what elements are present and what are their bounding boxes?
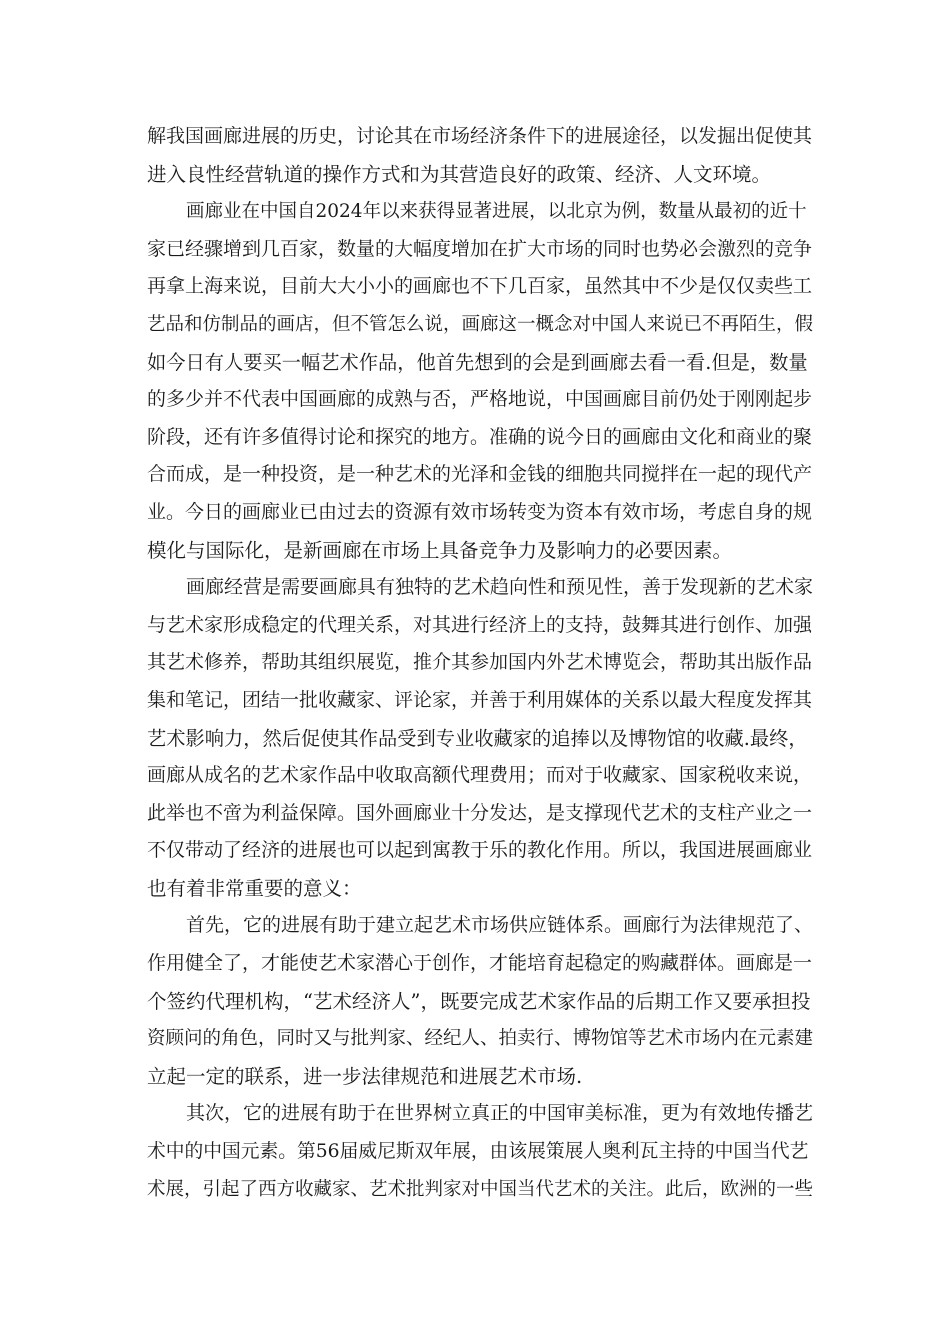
text-line: 模化与国际化，是新画廊在市场上具备竞争力及影响力的必要因素。 xyxy=(147,538,733,562)
text-line: 资顾问的角色，同时又与批判家、经纪人、拍卖行、博物馆等艺术市场内在元素建 xyxy=(147,1028,814,1050)
text-line: 术中的中国元素。第56届威尼斯双年展，由该展策展人奥利瓦主持的中国当代艺 xyxy=(147,1141,809,1163)
text-line: 与艺术家形成稳定的代理关系，对其进行经济上的支持，鼓舞其进行创作、加强 xyxy=(147,613,813,636)
text-line: 业。今日的画廊业已由过去的资源有效市场转变为资本有效市场，考虑自身的规 xyxy=(147,500,813,523)
text-line: 阶段，还有许多值得讨论和探究的地方。准确的说今日的画廊由文化和商业的聚 xyxy=(147,425,813,448)
text-line: 进入良性经营轨道的操作方式和为其营造良好的政策、经济、人文环境。 xyxy=(147,162,772,186)
text-line: 画廊从成名的艺术家作品中收取高额代理费用；而对于收藏家、国家税收来说， xyxy=(147,764,813,787)
text-line: 艺品和仿制品的画店，但不管怎么说，画廊这一概念对中国人来说已不再陌生，假 xyxy=(147,313,814,335)
text-line: 艺术影响力，然后促使其作品受到专业收藏家的追捧以及博物馆的收藏.最终， xyxy=(147,726,808,750)
text-line: 不仅带动了经济的进展也可以起到寓教于乐的教化作用。所以，我国进展画廊业 xyxy=(147,839,813,862)
text-line: 其艺术修养，帮助其组织展览，推介其参加国内外艺术博览会，帮助其出版作品 xyxy=(147,651,813,674)
paragraph-start-line: 画廊业在中国自2024年以来获得显著进展，以北京为例，数量从最初的近十 xyxy=(186,201,807,223)
text-line: 的多少并不代表中国画廊的成熟与否，严格地说，中国画廊目前仍处于刚刚起步 xyxy=(147,388,813,411)
text-line: 再拿上海来说，目前大大小小的画廊也不下几百家，虽然其中不少是仅仅卖些工 xyxy=(147,275,813,298)
text-line: 集和笔记，团结一批收藏家、评论家，并善于利用媒体的关系以最大程度发挥其 xyxy=(147,688,813,711)
text-line: 作用健全了，才能使艺术家潜心于创作，才能培育起稳定的购藏群体。画廊是一 xyxy=(147,952,813,975)
text-line: 此举也不啻为利益保障。国外画廊业十分发达，是支撑现代艺术的支柱产业之一 xyxy=(147,801,813,824)
text-line: 术展，引起了西方收藏家、艺术批判家对中国当代艺术的关注。此后，欧洲的一些 xyxy=(147,1178,814,1200)
text-line: 立起一定的联系，进一步法律规范和进展艺术市场. xyxy=(147,1064,583,1088)
paragraph-start-line: 画廊经营是需要画廊具有独特的艺术趋向性和预见性，善于发现新的艺术家 xyxy=(186,576,814,599)
paragraph-start-line: 首先，它的进展有助于建立起艺术市场供应链体系。画廊行为法律规范了、 xyxy=(186,914,814,937)
document-body xyxy=(147,118,813,1208)
text-line: 也有着非常重要的意义： xyxy=(147,876,362,900)
paragraph-start-line: 其次，它的进展有助于在世界树立真正的中国审美标准，更为有效地传播艺 xyxy=(186,1102,814,1125)
text-line: 合而成，是一种投资，是一种艺术的光泽和金钱的细胞共同搅拌在一起的现代产 xyxy=(147,463,813,486)
text-line: 如今日有人要买一幅艺术作品，他首先想到的会是到画廊去看一看.但是，数量 xyxy=(147,350,808,374)
text-line: 家已经骤增到几百家，数量的大幅度增加在扩大市场的同时也势必会激烈的竞争 xyxy=(147,237,813,260)
text-line: 个签约代理机构，“艺术经济人”，既要完成艺术家作品的后期工作又要承担投 xyxy=(147,989,811,1013)
text-line: 解我国画廊进展的历史，讨论其在市场经济条件下的进展途径，以发掘出促使其 xyxy=(147,125,813,147)
